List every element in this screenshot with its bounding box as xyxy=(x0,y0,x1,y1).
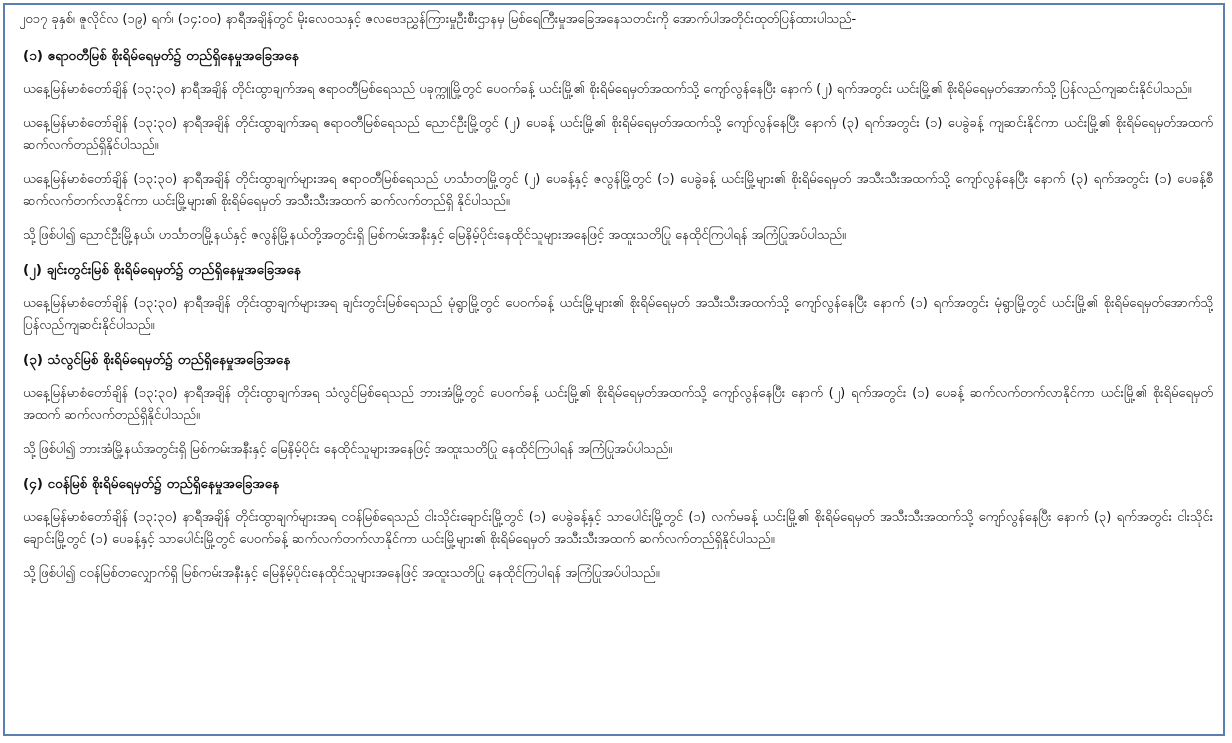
paragraph: သို့ဖြစ်ပါ၍ ငဝန်မြစ်တလျှောက်ရှိ မြစ်ကမ်းအနီးနှင့် မြေနိမ့်ပိုင်းနေထိုင်သူများအနေဖြင့် အထူးသတိပြု နေထိုင်ကြပါရန် အကြံပြုအပ်ပါသည်။ xyxy=(23,566,660,581)
intro-text: ၂၀၁၇ ခုနှစ်၊ ဇူလိုင်လ (၁၉) ရက်၊ (၁၄:၀၀) နာရီအချိန်တွင် မိုးလေဝသနှင့် ဇလဗေဒညွှန်ကြားမှုဦးစီးဌာနမှ မြစ်ရေကြီးမှုအခြေအနေသတင်းကို အောက်ပါအတိုင်းထုတ်ပြန်ထားပါသည်- xyxy=(19,12,857,27)
paragraph: ယနေ့မြန်မာစံတော်ချိန် (၁၃:၃၀) နာရီအချိန် တိုင်းထွာချက်များအရ ဧရာဝတီမြစ်ရေသည် ဟင်္သာတမြို့တွင် (၂) ပေခန့်နှင့် ဇလွန်မြို့တွင် (၁) ပေခွဲခန့် ယင်းမြို့များ၏ စိုးရိမ်ရေမှတ် အသီးသီးအထက်သို့ ကျော်လွန်နေပြီး နောက် (၃) ရက်အတွင်း (၁) ပေခန့်စီ ဆက်လက်တက်လာနိုင်ကာ ယင်းမြို့များ၏ စိုးရိမ်ရေမှတ် အသီးသီးအထက် ဆက်လက်တည်ရှိ နိုင်ပါသည်။ xyxy=(23,172,1213,209)
paragraph: ယနေ့မြန်မာစံတော်ချိန် (၁၃:၃၀) နာရီအချိန် တိုင်းထွာချက်များအရ ချင်းတွင်းမြစ်ရေသည် မုံရွာမြို့တွင် ပေ၀က်ခန့် ယင်းမြို့များ၏ စိုးရိမ်ရေမှတ် အသီးသီးအထက်သို့ ကျော်လွန်နေပြီး နောက် (၁) ရက်အတွင်း မုံရွာမြို့တွင် ယင်းမြို့၏ စိုးရိမ်ရေမှတ်အောက်သို့ ပြန်လည်ကျဆင်းနိုင်ပါသည်။ xyxy=(23,296,1213,333)
section-heading: (၂) ချင်းတွင်းမြစ် စိုးရိမ်ရေမှတ်၌ တည်ရှိနေမှုအခြေအနေ xyxy=(23,262,301,278)
section-heading: (၁) ဧရာဝတီမြစ် စိုးရိမ်ရေမှတ်၌ တည်ရှိနေမှုအခြေအနေ xyxy=(23,48,299,64)
paragraph: ယနေ့မြန်မာစံတော်ချိန် (၁၃:၃၀) နာရီအချိန် တိုင်းထွာချက်များအရ ငဝန်မြစ်ရေသည် ငါးသိုင်းချောင်းမြို့တွင် (၁) ပေခွဲခန့်နှင့် သာပေါင်းမြို့တွင် (၁) လက်မခန့် ယင်းမြို့၏ စိုးရိမ်ရေမှတ် အသီးသီးအထက်သို့ ကျော်လွန်နေပြီး နောက် (၃) ရက်အတွင်း ငါးသိုင်းချောင်းမြို့တွင် (၁) ပေခန့်နှင့် သာပေါင်းမြို့တွင် ပေ၀က်ခန့် ဆက်လက်တက်လာနိုင်ကာ ယင်းမြို့များ၏ စိုးရိမ်ရေမှတ် အသီးသီးအထက် ဆက်လက်တည်ရှိနိုင်ပါသည်။ xyxy=(23,510,1213,547)
paragraph: ယနေ့မြန်မာစံတော်ချိန် (၁၃:၃၀) နာရီအချိန် တိုင်းထွာချက်အရ ဧရာဝတီမြစ်ရေသည် ပခုက္ကူမြို့တွင် ပေ၀က်ခန့် ယင်းမြို့၏ စိုးရိမ်ရေမှတ်အထက်သို့ ကျော်လွန်နေပြီး နောက် (၂) ရက်အတွင်း ယင်းမြို့၏ စိုးရိမ်ရေမှတ်အောက်သို့ ပြန်လည်ကျဆင်းနိုင်ပါသည်။ xyxy=(23,82,1192,97)
section-chindwin xyxy=(19,259,1213,337)
section-heading: (၃) သံလွင်မြစ် စိုးရိမ်ရေမှတ်၌ တည်ရှိနေမှုအခြေအနေ xyxy=(23,352,291,368)
section-thanlwin xyxy=(19,349,1213,461)
bulletin-frame xyxy=(3,3,1225,736)
section-heading: (၄) ငဝန်မြစ် စိုးရိမ်ရေမှတ်၌ တည်ရှိနေမှုအခြေအနေ xyxy=(23,476,280,492)
bulletin-content xyxy=(5,5,1223,585)
paragraph: ယနေ့မြန်မာစံတော်ချိန် (၁၃:၃၀) နာရီအချိန် တိုင်းထွာချက်အရ ဧရာဝတီမြစ်ရေသည် ညောင်ဦးမြို့တွင် (၂) ပေခန့် ယင်းမြို့၏ စိုးရိမ်ရေမှတ်အထက်သို့ ကျော်လွန်နေပြီး နောက် (၃) ရက်အတွင်း (၁) ပေခွဲခန့် ကျဆင်းနိုင်ကာ ယင်းမြို့၏ စိုးရိမ်ရေမှတ်အထက် ဆက်လက်တည်ရှိနိုင်ပါသည်။ xyxy=(23,116,1213,153)
section-ngawun xyxy=(19,473,1213,585)
paragraph: ယနေ့မြန်မာစံတော်ချိန် (၁၃:၃၀) နာရီအချိန် တိုင်းထွာချက်အရ သံလွင်မြစ်ရေသည် ဘားအံမြို့တွင် ပေ၀က်ခန့် ယင်းမြို့၏ စိုးရိမ်ရေမှတ်အထက်သို့ ကျော်လွန်နေပြီး နောက် (၂) ရက်အတွင်း (၁) ပေခန့် ဆက်လက်တက်လာနိုင်ကာ ယင်းမြို့၏ စိုးရိမ်ရေမှတ်အထက် ဆက်လက်တည်ရှိနိုင်ပါသည်။ xyxy=(23,386,1213,423)
paragraph: သို့ဖြစ်ပါ၍ ဘားအံမြို့နယ်အတွင်းရှိ မြစ်ကမ်းအနီးနှင့် မြေနိမ့်ပိုင်း နေထိုင်သူများအနေဖြင့် အထူးသတိပြု နေထိုင်ကြပါရန် အကြံပြုအပ်ပါသည်။ xyxy=(23,442,673,457)
section-ayeyarwady xyxy=(19,45,1213,247)
paragraph: သို့ဖြစ်ပါ၍ ညောင်ဦးမြို့နယ်၊ ဟင်္သာတမြို့နယ်နှင့် ဇလွန်မြို့နယ်တို့အတွင်းရှိ မြစ်ကမ်းအနီးနှင့် မြေနိမ့်ပိုင်းနေထိုင်သူများအနေဖြင့် အထူးသတိပြု နေထိုင်ကြပါရန် အကြံပြုအပ်ပါသည်။ xyxy=(23,228,846,243)
